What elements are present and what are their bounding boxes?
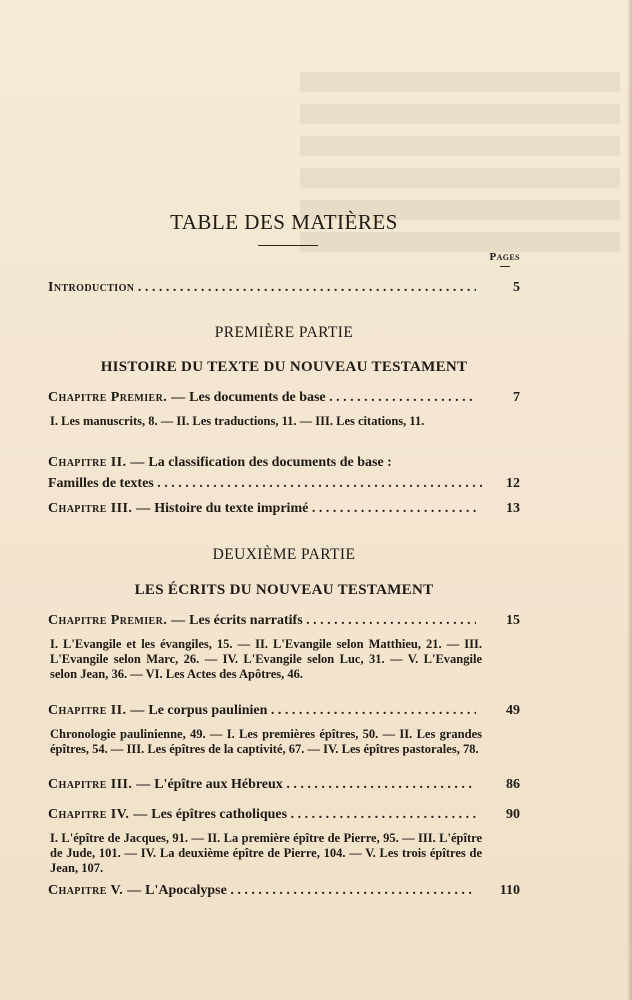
part-heading: DEUXIÈME PARTIE <box>212 546 356 563</box>
part-subheading: HISTOIRE DU TEXTE DU NOUVEAU TESTAMENT <box>100 359 468 375</box>
chapter-label: Chapitre IV. <box>48 807 130 822</box>
entry-page: 5 <box>513 280 520 295</box>
chapter-label: Chapitre Premier. <box>48 390 168 405</box>
entry-page: 13 <box>506 501 520 516</box>
dash: — <box>136 501 151 516</box>
chapter-label: Chapitre III. <box>48 501 133 516</box>
chapter-label: Chapitre Premier. <box>48 613 168 628</box>
toc-entry-chapter <box>48 613 520 629</box>
pages-column-label: Pages <box>489 251 520 263</box>
chapter-title: Les épîtres catholiques <box>151 807 288 822</box>
toc-entry-chapter <box>48 390 520 406</box>
toc-entry-chapter <box>48 703 520 719</box>
entry-page: 7 <box>513 390 520 405</box>
toc-entry-chapter <box>48 807 520 823</box>
toc-title: TABLE DES MATIÈRES <box>170 210 398 234</box>
chapter-summary: I. L'épître de Jacques, 91. — II. La première épître de Pierre, 95. — III. L'épître de Jude, 101. — IV. La deuxième épître de Pierre, 104. — V. Les trois épîtres de Jean, 107. <box>50 831 482 875</box>
title-divider <box>258 245 318 246</box>
toc-entry-chapter <box>48 501 520 517</box>
chapter-label: Chapitre III. <box>48 777 133 792</box>
chapter-title: Histoire du texte imprimé <box>154 501 309 516</box>
show-through-text <box>300 60 620 280</box>
chapter-title: Les écrits narratifs <box>189 613 303 628</box>
chapter-label: Chapitre II. <box>48 455 127 470</box>
toc-entry-chapter <box>48 777 520 793</box>
dash: — <box>130 455 145 470</box>
part-heading: PREMIÈRE PARTIE <box>214 324 354 341</box>
chapter-summary: I. L'Evangile et les évangiles, 15. — II. L'Evangile selon Matthieu, 21. — III. L'Evangile selon Marc, 26. — IV. L'Evangile selon Luc, 31. — V. L'Evangile selon Jean, 36. — VI. Les Actes des Apôtres, 46. <box>50 637 482 681</box>
chapter-title: L'épître aux Hébreux <box>154 777 283 792</box>
toc-entry-chapter <box>48 883 520 899</box>
chapter-title: La classification des documents de base : <box>148 455 392 470</box>
dash: — <box>133 807 148 822</box>
chapter-title: Le corpus paulinien <box>148 703 268 718</box>
chapter-label: Chapitre II. <box>48 703 127 718</box>
entry-page: 15 <box>506 613 520 628</box>
dash: — <box>130 703 145 718</box>
part-subheading: LES ÉCRITS DU NOUVEAU TESTAMENT <box>134 582 434 598</box>
chapter-title-continued: Familles de textes . . . <box>48 473 483 494</box>
dash: — <box>171 390 186 405</box>
toc-entry-introduction <box>48 280 520 296</box>
dash: — <box>127 883 142 898</box>
chapter-summary: I. Les manuscrits, 8. — II. Les traductions, 11. — III. Les citations, 11. <box>50 414 425 428</box>
entry-page: 90 <box>506 807 520 822</box>
entry-page: 49 <box>506 703 520 718</box>
pages-underline <box>500 266 510 267</box>
entry-page: 86 <box>506 777 520 792</box>
dash: — <box>171 613 186 628</box>
chapter-summary: Chronologie paulinienne, 49. — I. Les premières épîtres, 50. — II. Les grandes épîtres, 54. — III. Les épîtres de la captivité, 67. — IV. Les épîtres pastorales, 78. <box>50 727 482 756</box>
chapter-title: Les documents de base <box>189 390 326 405</box>
entry-page: 110 <box>499 883 520 898</box>
page-edge-shadow <box>627 0 632 1000</box>
entry-page: 12 <box>506 476 520 491</box>
chapter-title: L'Apocalypse <box>145 883 227 898</box>
toc-entry-chapter <box>48 452 520 494</box>
dash: — <box>136 777 151 792</box>
entry-label: Introduction <box>48 280 135 295</box>
chapter-label: Chapitre V. <box>48 883 124 898</box>
